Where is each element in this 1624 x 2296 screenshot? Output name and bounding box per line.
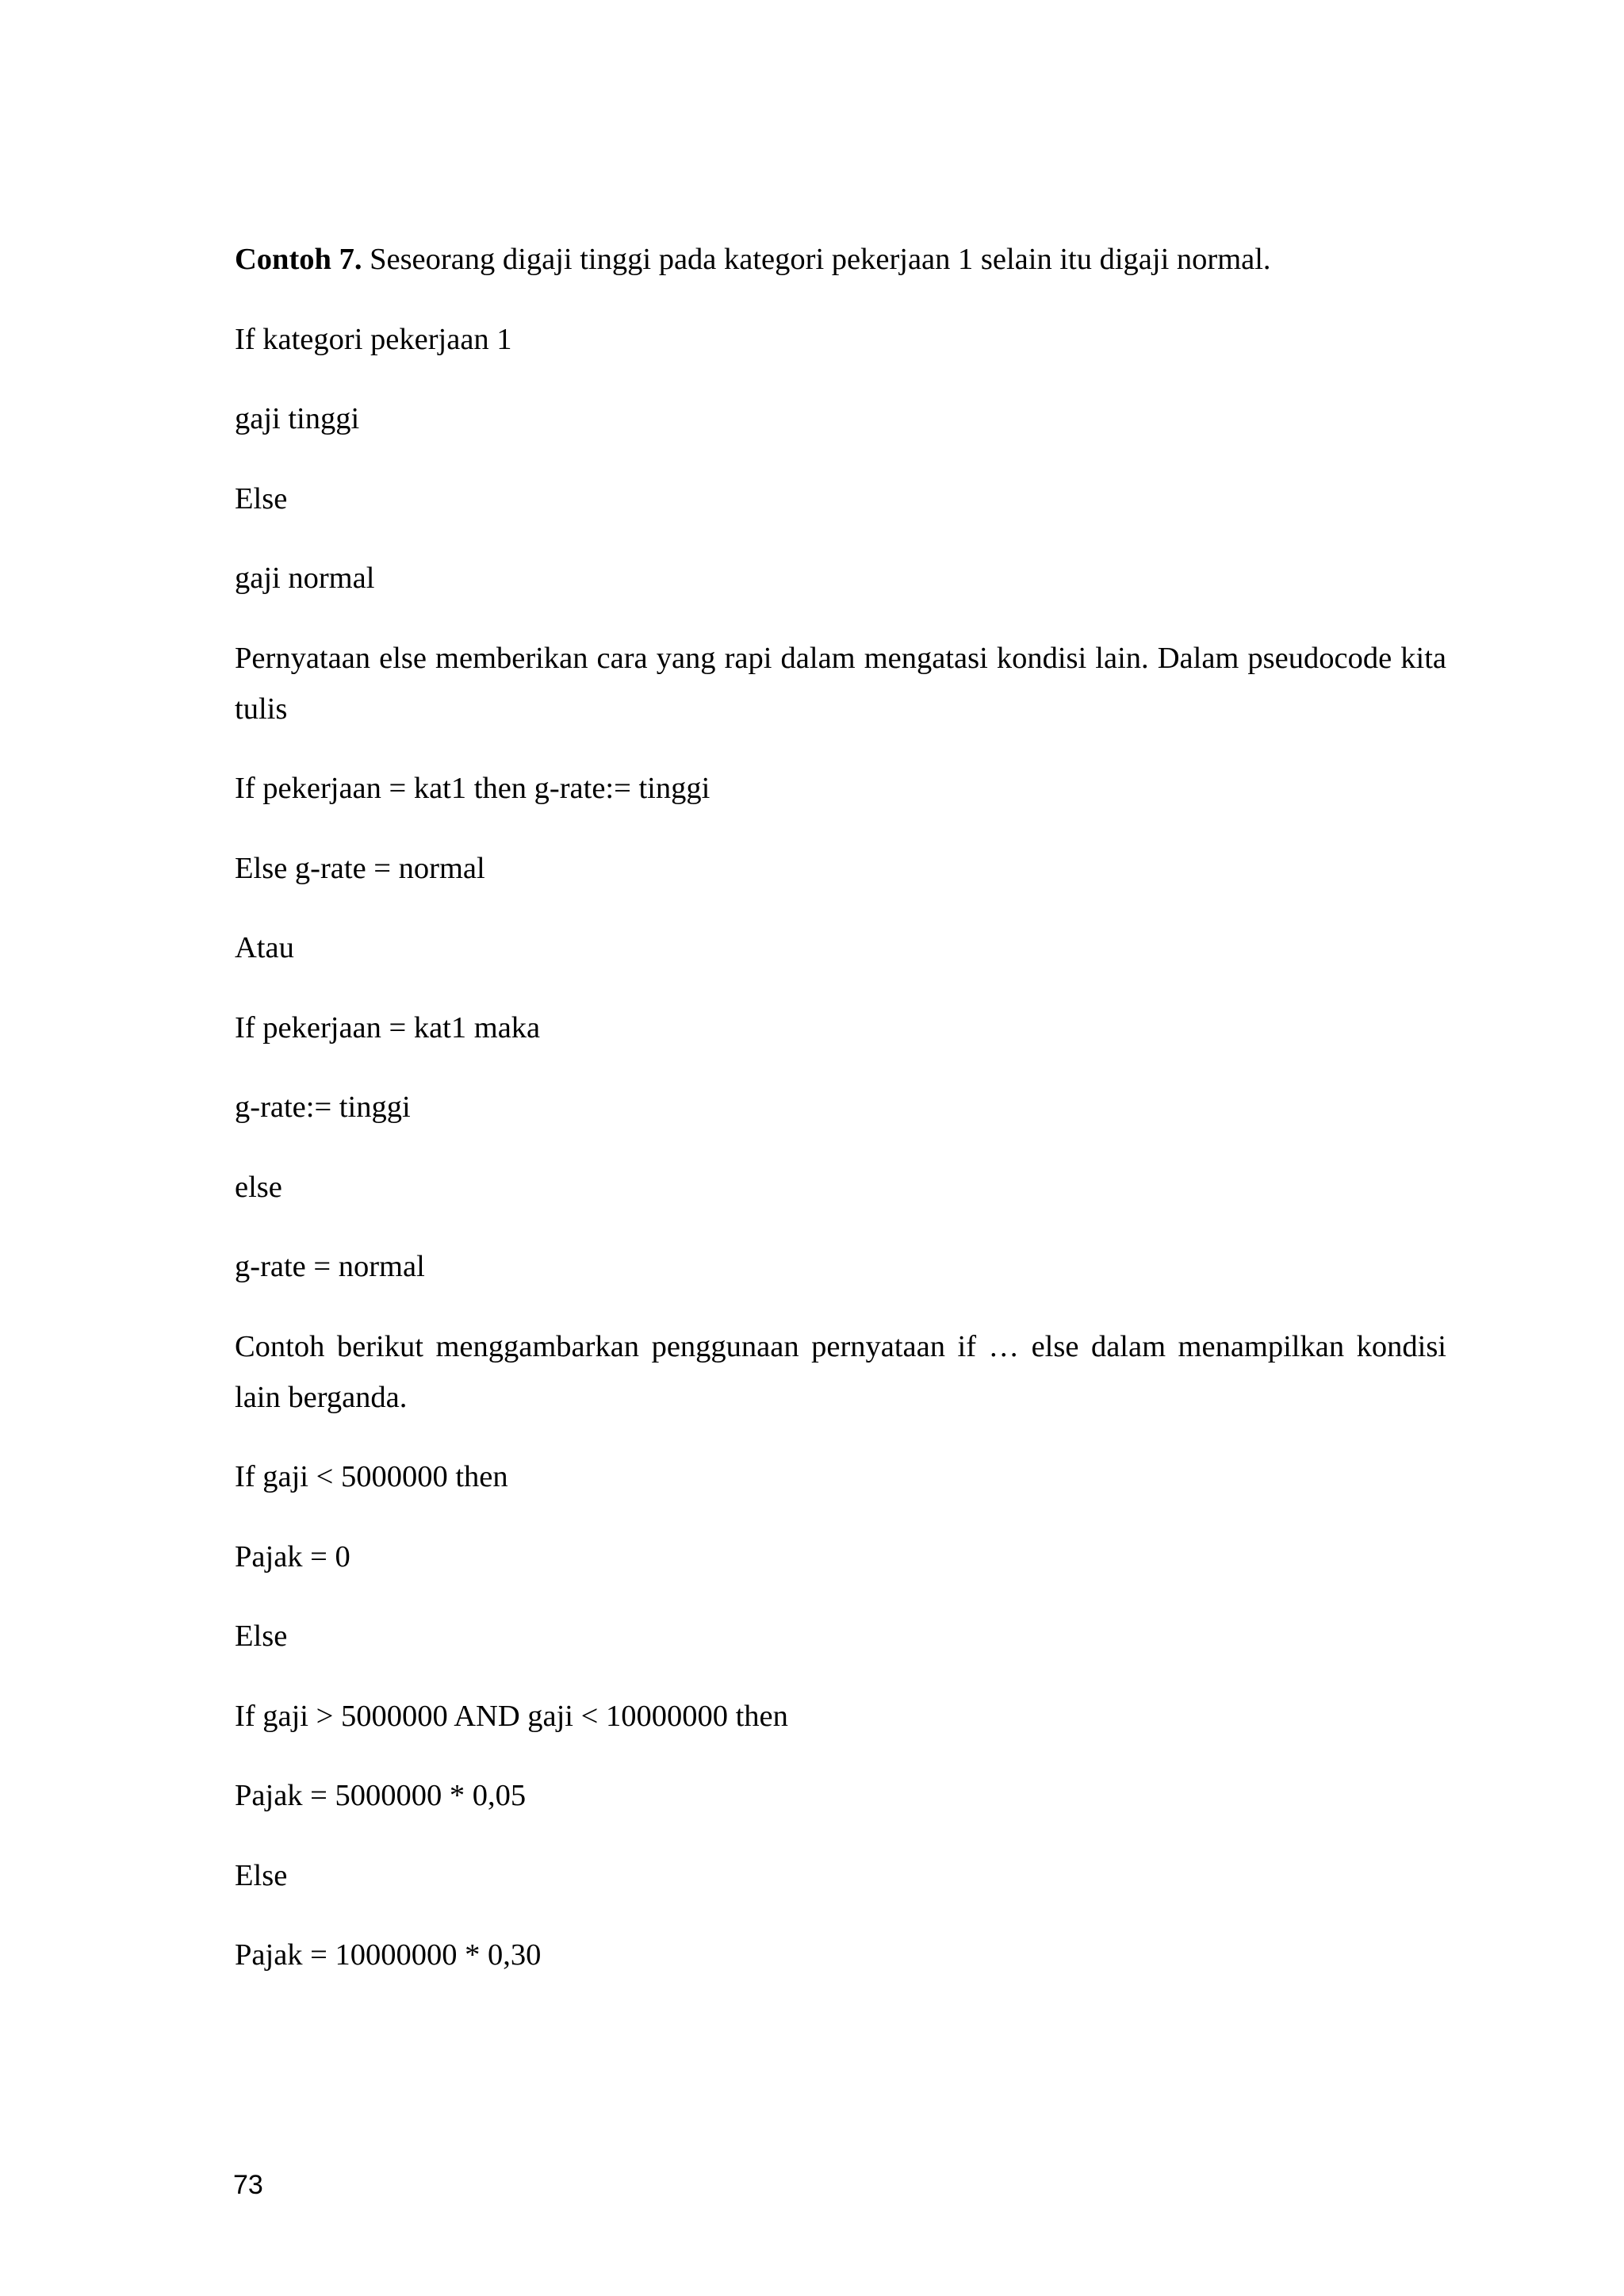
pseudocode-line: If kategori pekerjaan 1	[235, 322, 512, 356]
pseudocode-line: Pajak = 5000000 * 0,05	[235, 1779, 527, 1812]
example-label: Contoh 7.	[235, 243, 362, 276]
pseudocode-line: Else g-rate = normal	[235, 851, 485, 885]
pseudocode-line: else	[235, 1170, 282, 1204]
pseudocode-line: If gaji < 5000000 then	[235, 1460, 508, 1493]
pseudocode-line: Else	[235, 481, 288, 516]
example-description: Seseorang digaji tinggi pada kategori pekerjaan 1 selain itu digaji normal.	[362, 243, 1271, 276]
pseudocode-line: gaji tinggi	[235, 402, 360, 435]
pseudocode-line: Pajak = 0	[235, 1539, 350, 1573]
pseudocode-line: g-rate:= tinggi	[235, 1091, 411, 1124]
example-heading	[235, 234, 1446, 285]
pseudocode-line: Else	[235, 1619, 288, 1653]
pseudocode-line: If pekerjaan = kat1 then g-rate:= tinggi	[235, 772, 710, 805]
pseudocode-line: gaji normal	[235, 562, 375, 595]
pseudocode-line: If gaji > 5000000 AND gaji < 10000000 then	[235, 1699, 788, 1733]
pseudocode-line: Atau	[235, 931, 294, 964]
pseudocode-line: If pekerjaan = kat1 maka	[235, 1010, 541, 1045]
pseudocode-line: Pajak = 10000000 * 0,30	[235, 1938, 542, 1972]
page-number: 73	[233, 2170, 263, 2200]
pseudocode-line: Else	[235, 1858, 288, 1892]
body-paragraph: Pernyataan else memberikan cara yang rapi dalam mengatasi kondisi lain. Dalam pseudocode kita tulis	[235, 641, 1446, 726]
page-content	[235, 234, 1446, 2010]
body-paragraph: Contoh berikut menggambarkan penggunaan pernyataan if … else dalam menampilkan kondisi lain berganda.	[235, 1329, 1446, 1414]
pseudocode-line: g-rate = normal	[235, 1250, 425, 1283]
